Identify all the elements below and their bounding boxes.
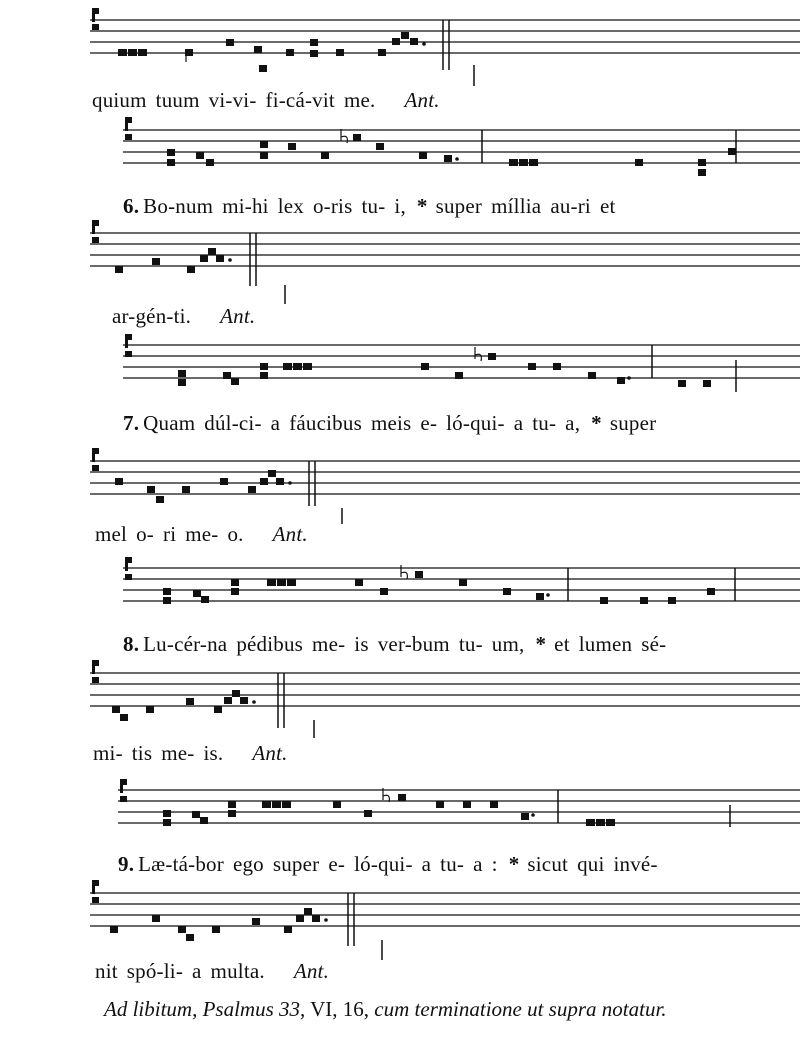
staff-3 xyxy=(90,220,800,280)
syllable: tu- xyxy=(532,411,557,435)
syllable: is xyxy=(354,632,369,656)
syllable: et xyxy=(554,632,570,656)
syllable: meis xyxy=(370,411,412,435)
verse-number: 9. xyxy=(118,852,135,876)
syllable: fáucibus xyxy=(289,411,362,435)
asterisk: * xyxy=(591,411,602,435)
syllable: ar-gén-ti. xyxy=(112,304,192,328)
syllable: Læ-tá-bor xyxy=(138,852,224,876)
syllable: au-ri xyxy=(550,194,591,218)
syllable: e- xyxy=(420,411,438,435)
syllable: ri xyxy=(163,522,177,546)
antiphon-marker: Ant. xyxy=(220,304,256,328)
syllable: pédibus xyxy=(236,632,304,656)
syllable: ló-qui- xyxy=(354,852,413,876)
staff-4-svg xyxy=(123,330,800,400)
syllable: ló-qui- xyxy=(446,411,505,435)
syllable: vi-vi- xyxy=(208,88,257,112)
syllable: super xyxy=(609,411,657,435)
antiphon-marker: Ant. xyxy=(272,522,308,546)
syllable: míllia xyxy=(491,194,542,218)
syllable: tu- xyxy=(440,852,465,876)
syllable: fi-cá-vit xyxy=(265,88,335,112)
staff-9-svg xyxy=(90,880,800,960)
syllable: super xyxy=(435,194,483,218)
lyric-line-6 xyxy=(123,632,675,657)
syllable: super xyxy=(272,852,320,876)
syllable: o. xyxy=(227,522,244,546)
lyric-line-7 xyxy=(93,741,288,766)
syllable: a xyxy=(473,852,483,876)
staff-6-svg xyxy=(123,553,800,623)
rubric-footer xyxy=(104,997,667,1022)
syllable: me- xyxy=(161,741,195,765)
verse-number: 7. xyxy=(123,411,140,435)
syllable: me- xyxy=(312,632,346,656)
lyric-line-8 xyxy=(118,852,667,877)
rubric-part-2: VI, 16, xyxy=(305,997,375,1021)
rubric-part-3: cum terminatione ut supra notatur. xyxy=(374,997,667,1021)
syllable: tu- xyxy=(361,194,386,218)
syllable: a xyxy=(270,411,281,435)
syllable: me. xyxy=(343,88,376,112)
staff-3-svg xyxy=(90,220,800,300)
staff-9 xyxy=(90,880,800,940)
syllable: lumen xyxy=(578,632,633,656)
rubric-part-1: Ad libitum, Psalmus 33, xyxy=(104,997,306,1021)
syllable: nit xyxy=(95,959,118,983)
syllable: invé- xyxy=(613,852,658,876)
syllable: qui xyxy=(577,852,605,876)
syllable: tis xyxy=(131,741,153,765)
syllable: mi- xyxy=(93,741,123,765)
staff-8 xyxy=(118,775,800,835)
syllable: a xyxy=(513,411,524,435)
syllable: quium xyxy=(92,88,147,112)
staff-1 xyxy=(90,0,800,60)
syllable: um, xyxy=(491,632,525,656)
antiphon-marker: Ant. xyxy=(252,741,288,765)
lyric-line-1 xyxy=(92,88,440,113)
staff-2-svg xyxy=(123,115,800,175)
syllable: lex xyxy=(277,194,304,218)
syllable: sicut xyxy=(527,852,569,876)
verse-number: 6. xyxy=(123,194,140,218)
syllable: a, xyxy=(565,411,581,435)
syllable: e- xyxy=(328,852,346,876)
lyric-line-9 xyxy=(95,959,329,984)
antiphon-marker: Ant. xyxy=(404,88,440,112)
staff-2 xyxy=(123,115,800,175)
syllable: mi-hi xyxy=(222,194,269,218)
syllable: i, xyxy=(394,194,406,218)
syllable: Lu-cér-na xyxy=(143,632,228,656)
staff-6 xyxy=(123,553,800,613)
syllable: multa. xyxy=(210,959,265,983)
verse-number: 8. xyxy=(123,632,140,656)
asterisk: * xyxy=(535,632,547,656)
staff-8-svg xyxy=(118,775,800,845)
staff-7 xyxy=(90,660,800,720)
syllable: tuum xyxy=(155,88,200,112)
lyric-line-5 xyxy=(95,522,308,547)
syllable: tu- xyxy=(458,632,483,656)
syllable: mel xyxy=(95,522,128,546)
syllable: dúl-ci- xyxy=(204,411,262,435)
syllable: me- xyxy=(185,522,219,546)
staff-4 xyxy=(123,330,800,390)
staff-5 xyxy=(90,448,800,508)
syllable: Bo-num xyxy=(143,194,214,218)
syllable: sé- xyxy=(641,632,667,656)
syllable: is. xyxy=(203,741,224,765)
antiphon-marker: Ant. xyxy=(293,959,330,983)
staff-5-svg xyxy=(90,448,800,528)
syllable: ego xyxy=(232,852,264,876)
asterisk: * xyxy=(508,852,520,876)
lyric-line-3 xyxy=(112,304,255,329)
syllable: o-ris xyxy=(312,194,353,218)
syllable: spó-li- xyxy=(126,959,184,983)
syllable: a xyxy=(192,959,202,983)
syllable: a xyxy=(421,852,432,876)
syllable: o- xyxy=(136,522,154,546)
lyric-line-2 xyxy=(123,194,625,219)
syllable: : xyxy=(491,852,498,876)
lyric-line-4 xyxy=(123,411,665,436)
staff-7-svg xyxy=(90,660,800,740)
syllable: Quam xyxy=(143,411,196,435)
syllable: ver-bum xyxy=(377,632,450,656)
syllable: et xyxy=(599,194,616,218)
staff-1-svg xyxy=(90,0,800,60)
asterisk: * xyxy=(416,194,428,218)
